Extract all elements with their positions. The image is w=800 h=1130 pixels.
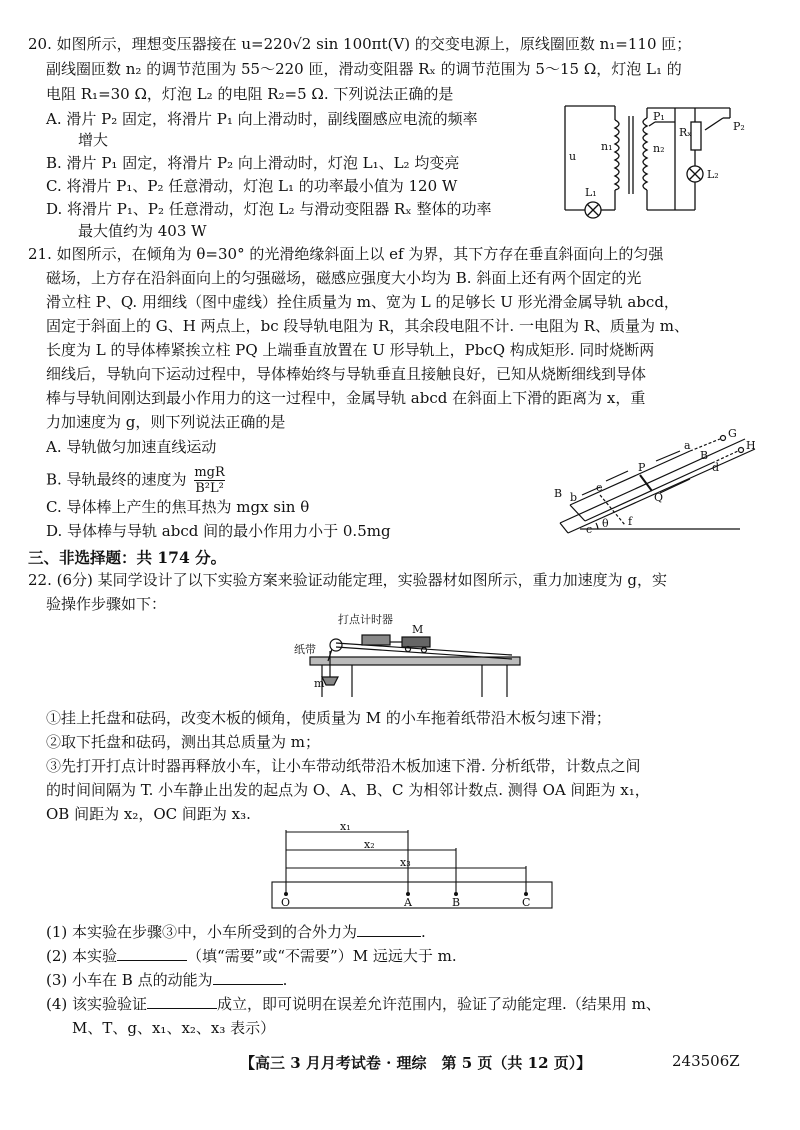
q22-sub-2 [46,946,457,966]
label-d: d [712,461,720,474]
q20-option-d: D. 将滑片 P₁、P₂ 任意滑动，灯泡 L₂ 与滑动变阻器 Rₓ 整体的功率 [46,200,492,218]
q21-line-4: 固定于斜面上的 G、H 两点上，bc 段导轨电阻为 R，其余段电阻不计. 一电阻为 R、质量为 m、 [46,317,690,335]
q21-line-5: 长度为 L 的导体棒紧挨立柱 PQ 上端垂直放置在 U 形导轨上，PbcQ 构成矩形. 同时烧断两 [46,341,655,359]
q22-step-3-cont-2: OB 间距为 x₂，OC 间距为 x₃. [46,805,251,823]
label-u: u [569,150,577,163]
q22-sub-1 [46,922,426,942]
incline-rail-figure [540,425,770,535]
label-timer: 打点计时器 [338,613,393,626]
label-g: G [728,427,737,440]
q22-step-3-cont: 的时间间隔为 T. 小车静止出发的起点为 O、A、B、C 为相邻计数点. 测得 OA 间距为 x₁， [46,781,650,799]
q20-option-c: C. 将滑片 P₁、P₂ 任意滑动，灯泡 L₁ 的功率最小值为 120 W [46,177,458,195]
q22-line-1: 22. (6分) 某同学设计了以下实验方案来验证动能定理，实验器材如图所示，重力加速度为 g，实 [28,571,668,589]
q22-sub-3 [46,970,287,990]
label-theta: θ [602,517,609,530]
q20-option-a: A. 滑片 P₂ 固定，将滑片 P₁ 向上滑动时，副线圈感应电流的频率 [46,110,478,128]
answer-blank-2[interactable] [117,946,187,961]
answer-blank-4[interactable] [147,994,217,1009]
q22-sub-4 [46,994,661,1014]
q21-line-8: 力加速度为 g，则下列说法正确的是 [46,413,286,431]
label-m-weight: m [314,677,325,690]
fraction-denominator: B²L² [195,481,224,496]
q22-sub-3-post: . [282,971,288,989]
label-f: f [628,515,633,528]
q22-sub-2-post: （填“需要”或“不需要”）M 远远大于 m. [187,947,457,965]
q21-line-3: 滑立柱 P、Q. 用细线（图中虚线）拴住质量为 m、宽为 L 的足够长 U 形光滑金属导轨 abcd， [46,293,679,311]
q20-line-2: 副线圈匝数 n₂ 的调节范围为 55～220 匝，滑动变阻器 Rₓ 的调节范围为 5～15 Ω，灯泡 L₁ 的 [46,60,682,78]
fraction-numerator: mgR [194,465,225,480]
label-n1: n₁ [601,140,613,153]
label-x3: x₃ [400,856,411,869]
label-e: e [596,481,603,494]
q20-line-1: 20. 如图所示，理想变压器接在 u=220√2 sin 100πt(V) 的交变电源上，原线圈匝数 n₁=110 匝； [28,35,692,53]
section-header: 三、非选择题：共 174 分。 [28,548,227,567]
q22-step-3: ③先打开打点计时器再释放小车，让小车带动纸带沿木板加速下滑. 分析纸带，计数点之间 [46,757,641,775]
q21-option-d: D. 导体棒与导轨 abcd 间的最小作用力小于 0.5mg [46,522,391,540]
apparatus-figure [292,613,532,705]
q21-option-c: C. 导体棒上产生的焦耳热为 mgx sin θ [46,498,310,516]
label-p2: P₂ [733,120,745,133]
q22-line-2: 验操作步骤如下： [46,595,167,613]
label-b: b [570,491,578,504]
q21-line-2: 磁场，上方存在沿斜面向上的匀强磁场，磁感应强度大小均为 B. 斜面上还有两个固定的光 [46,269,642,287]
label-l1: L₁ [585,186,597,199]
label-p: P [638,461,646,474]
label-m-cart: M [412,623,424,636]
exam-code: 243506Z [672,1052,740,1070]
q22-sub-1-text: (1) 本实验在步骤③中，小车所受到的合外力为 [46,923,358,941]
q21-line-1: 21. 如图所示，在倾角为 θ=30° 的光滑绝缘斜面上以 ef 为界，其下方存在垂直斜面向上的匀强 [28,245,664,263]
q22-sub-4-text: (4) 该实验验证 [46,995,148,1013]
q22-sub-3-text: (3) 小车在 B 点的动能为 [46,971,213,989]
label-a-point: A [404,896,412,909]
q20-line-3: 电阻 R₁=30 Ω，灯泡 L₂ 的电阻 R₂=5 Ω. 下列说法正确的是 [46,85,454,103]
transformer-circuit-figure [555,100,775,225]
answer-blank-3[interactable] [213,970,283,985]
label-c-point: C [522,896,531,909]
label-x2: x₂ [364,838,375,851]
label-n2: n₂ [653,142,665,155]
q22-step-2: ②取下托盘和砝码，测出其总质量为 m； [46,733,320,751]
label-rx: Rₓ [679,126,692,139]
label-h: H [746,439,756,452]
answer-blank-1[interactable] [357,922,421,937]
q20-option-d-cont: 最大值约为 403 W [78,222,207,240]
label-b-field-lower: B [554,487,563,500]
q20-option-b: B. 滑片 P₁ 固定，将滑片 P₂ 向上滑动时，灯泡 L₁、L₂ 均变亮 [46,154,460,172]
q22-step-1: ①挂上托盘和砝码，改变木板的倾角，使质量为 M 的小车拖着纸带沿木板匀速下滑； [46,709,611,727]
q21-line-6: 细线后，导轨向下运动过程中，导体棒始终与导轨垂直且接触良好，已知从烧断细线到导体 [46,365,647,383]
q21-line-7: 棒与导轨间刚达到最小作用力的这一过程中，金属导轨 abcd 在斜面上下滑的距离为 x，重 [46,389,646,407]
q22-sub-2-text: (2) 本实验 [46,947,118,965]
q22-sub-4-cont: M、T、g、x₁、x₂、x₃ 表示） [72,1019,276,1037]
q21-option-a: A. 导轨做匀加速直线运动 [46,438,217,456]
q20-option-a-cont: 增大 [78,131,109,149]
page-footer: 【高三 3 月月考试卷 · 理综 第 5 页（共 12 页）】 [240,1054,592,1072]
label-x1: x₁ [340,820,351,833]
label-tape: 纸带 [294,643,316,656]
q22-sub-4-post: 成立，即可说明在误差允许范围内，验证了动能定理.（结果用 m、 [217,995,661,1013]
label-b-field-upper: B [700,449,709,462]
label-c: c [586,523,593,536]
label-p1: P₁ [653,110,665,123]
label-b-point: B [452,896,461,909]
q21-option-b [46,465,225,496]
q22-sub-1-post: . [421,923,426,941]
paper-tape-figure [268,820,558,920]
label-l2: L₂ [707,168,719,181]
label-q: Q [654,491,664,504]
q21-option-b-text: B. 导轨最终的速度为 [46,470,187,489]
label-a: a [684,439,691,452]
label-o: O [281,896,291,909]
speed-fraction [194,465,224,496]
